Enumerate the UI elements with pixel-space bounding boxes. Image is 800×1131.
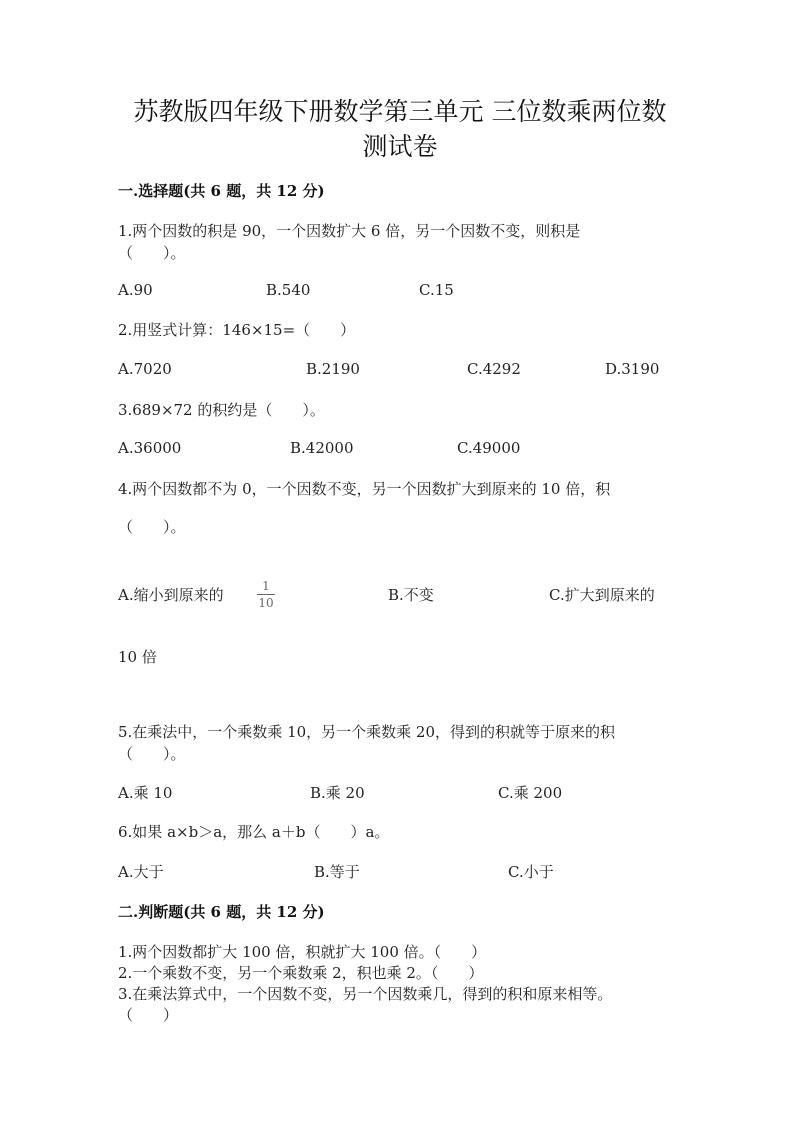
question-6-text: 6.如果 a×b＞a，那么 a＋b（ ）a。 bbox=[118, 823, 390, 841]
section-heading-choice: 一.选择题(共 6 题，共 12 分) bbox=[118, 182, 325, 200]
question-1-option-c: C.15 bbox=[419, 281, 454, 299]
question-6-option-a: A.大于 bbox=[118, 863, 164, 881]
question-5-option-c: C.乘 200 bbox=[498, 784, 563, 802]
question-2-text: 2.用竖式计算：146×15=（ ） bbox=[118, 321, 356, 339]
question-5-option-a: A.乘 10 bbox=[118, 784, 173, 802]
question-5-text: 5.在乘法中，一个乘数乘 10，另一个乘数乘 20，得到的积就等于原来的积 bbox=[118, 723, 616, 741]
question-4-text: 4.两个因数都不为 0，一个因数不变，另一个因数扩大到原来的 10 倍，积 bbox=[118, 480, 611, 498]
question-6-option-b: B.等于 bbox=[314, 863, 360, 881]
question-3-text: 3.689×72 的积约是（ ）。 bbox=[118, 401, 325, 419]
question-4-option-c-tail: 10 倍 bbox=[118, 648, 157, 666]
question-4-option-c: C.扩大到原来的 bbox=[549, 586, 655, 604]
fraction-numerator: 1 bbox=[262, 579, 270, 593]
question-3-option-b: B.42000 bbox=[290, 439, 354, 457]
question-5-blank: （ ）。 bbox=[118, 745, 186, 763]
judgement-item: 2.一个乘数不变，另一个乘数乘 2，积也乘 2。（ ） bbox=[118, 964, 484, 982]
question-3-option-c: C.49000 bbox=[457, 439, 521, 457]
question-2-option-c: C.4292 bbox=[467, 360, 521, 378]
question-4-option-a: A.缩小到原来的 bbox=[118, 586, 224, 604]
judgement-item: 3.在乘法算式中，一个因数不变，另一个因数乘几，得到的积和原来相等。 bbox=[118, 985, 613, 1003]
question-6-option-c: C.小于 bbox=[508, 863, 554, 881]
fraction-bar bbox=[257, 594, 275, 595]
fraction-denominator: 10 bbox=[258, 596, 274, 610]
section-heading-judgement: 二.判断题(共 6 题，共 12 分) bbox=[118, 903, 325, 921]
question-5-option-b: B.乘 20 bbox=[310, 784, 365, 802]
question-1-blank: （ ）。 bbox=[118, 244, 186, 262]
question-3-option-a: A.36000 bbox=[118, 439, 182, 457]
question-1-option-b: B.540 bbox=[266, 281, 311, 299]
question-2-option-b: B.2190 bbox=[306, 360, 360, 378]
page-title: 苏教版四年级下册数学第三单元 三位数乘两位数 bbox=[133, 97, 667, 126]
page-title-line2: 测试卷 bbox=[362, 132, 438, 161]
question-4-option-b: B.不变 bbox=[388, 586, 434, 604]
question-1-option-a: A.90 bbox=[118, 281, 153, 299]
judgement-item-blank: （ ） bbox=[118, 1006, 179, 1024]
question-1-text: 1.两个因数的积是 90，一个因数扩大 6 倍，另一个因数不变，则积是 bbox=[118, 222, 581, 240]
question-4-blank: （ ）。 bbox=[118, 518, 186, 536]
question-2-option-d: D.3190 bbox=[605, 360, 660, 378]
question-2-option-a: A.7020 bbox=[118, 360, 172, 378]
fraction-one-tenth bbox=[257, 580, 275, 609]
judgement-item: 1.两个因数都扩大 100 倍，积就扩大 100 倍。（ ） bbox=[118, 943, 487, 961]
